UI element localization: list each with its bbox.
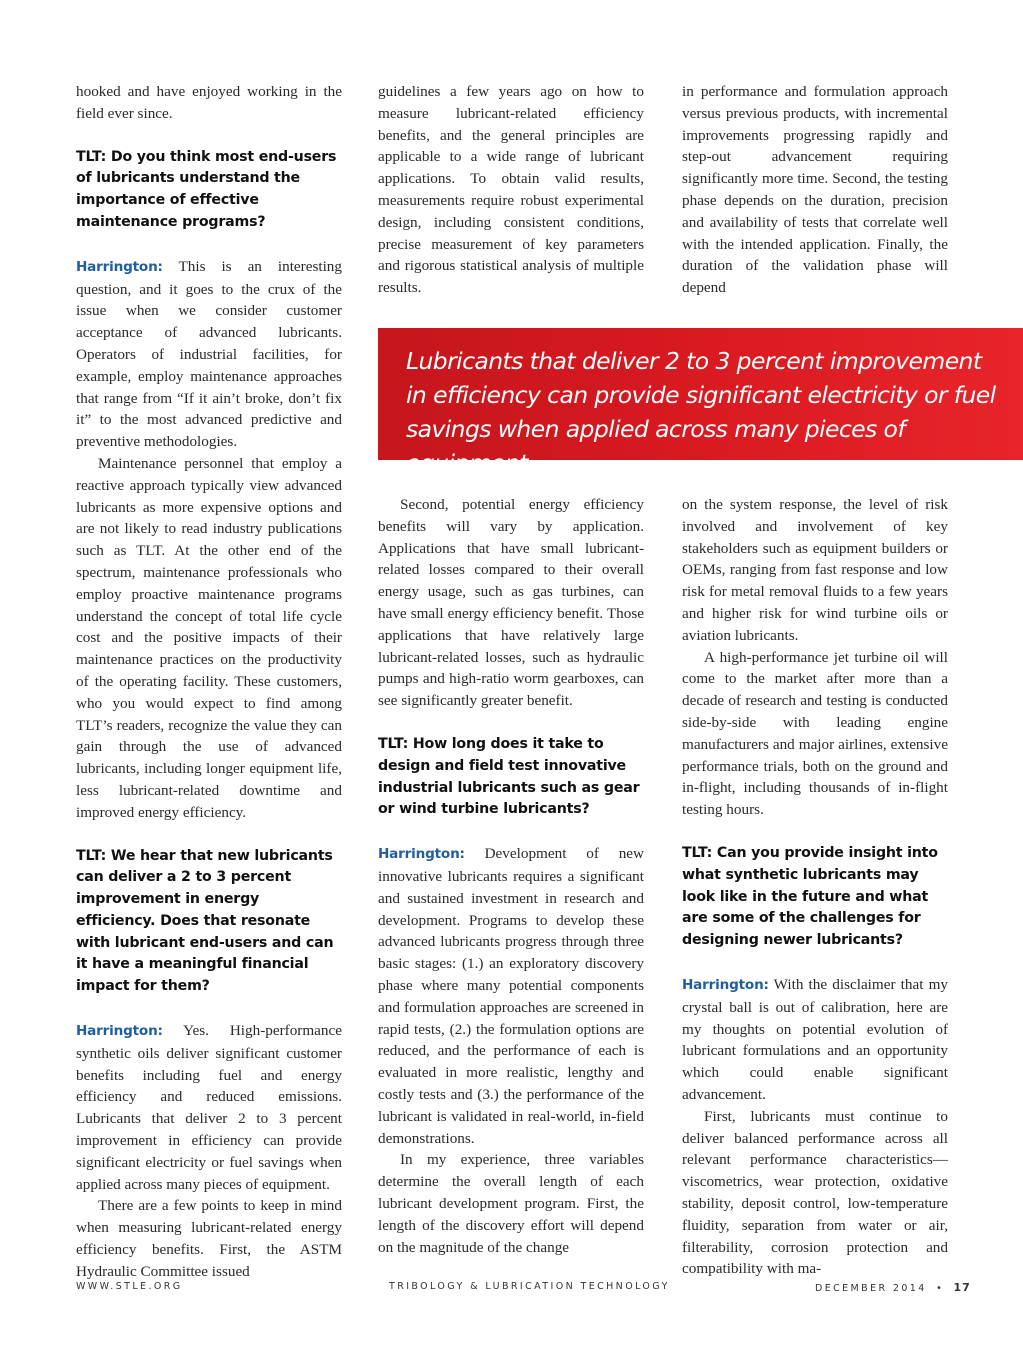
footer-date-page [815, 1281, 971, 1301]
body-paragraph: There are a few points to keep in mind when measuring lubricant-related energy efficiency benefits. First, the ASTM Hydraulic Committee issued [76, 1197, 342, 1280]
body-paragraph: in performance and formulation approach versus previous products, with incremental improvements progressing rapidly and step-out advancement requiring significantly more time. Second, the testing phase depends on the duration, precision and availability of tests that correlate well with the intended application. Finally, the duration of the validation phase will depend [682, 83, 948, 297]
column-2-bottom [378, 494, 644, 1258]
body-paragraph: First, lubricants must continue to deliver balanced performance across all relevant performance characteristics—viscometrics, wear protection, oxidative stability, deposit control, low-temperature fluidity, separation from water or air, filterability, corrosion protection and compatibility with ma- [682, 1107, 948, 1278]
column-3-top [682, 81, 948, 299]
answer-paragraph [76, 1020, 342, 1195]
body-paragraph: guidelines a few years ago on how to measure lubricant-related efficiency benefits, and the general principles are applicable to a wide range of lubricant applications. To obtain valid results, measurements require robust experimental design, including consistent conditions, precise measurement of key parameters and rigorous statistical analysis of multiple results. [378, 83, 644, 297]
answer-text: With the disclaimer that my crystal ball is out of calibration, here are my thoughts on potential evolution of lubricant formulations and an opportunity which could enable significant advancement. [682, 975, 948, 1103]
column-2-top [378, 81, 644, 299]
answer-text: Yes. High-performance synthetic oils deliver significant customer benefits including fuel and energy efficiency and reduced emissions. Lubricants that deliver 2 to 3 percent improvement in efficiency can provide significant electricity or fuel savings when applied across many pieces of equipment. [76, 1022, 342, 1193]
page-number: 17 [953, 1281, 971, 1294]
question-heading: TLT: Can you provide insight into what synthetic lubricants may look like in the future and what are some of the challenges for designing newer lubricants? [682, 844, 938, 949]
answer-text: This is an interesting question, and it goes to the crux of the issue when we consider customer acceptance of advanced lubricants. Operators of industrial facilities, for example, employ maintenance approaches that range from “If it ain’t broke, don’t fix it” to the most advanced predictive and preventive methodologies. [76, 257, 342, 451]
footer-separator: • [936, 1283, 945, 1294]
pull-quote-text: Lubricants that deliver 2 to 3 percent improvement in efficiency can provide significant electricity or fuel savings when applied across many pieces of equipment. [406, 347, 996, 477]
pull-quote-box [378, 328, 1023, 477]
body-paragraph: Second, potential energy efficiency benefits will vary by application. Applications that have small lubricant-related losses compared to their overall energy usage, such as gas turbines, can have small energy efficiency benefit. Those applications that have relatively large lubricant-related losses, such as hydraulic pumps and high-ratio worm gearboxes, can see significantly greater benefit. [378, 496, 644, 710]
footer-website: WWW.STLE.ORG [76, 1281, 183, 1292]
question-heading: TLT: How long does it take to design and field test innovative industrial lubricants such as gear or wind turbine lubricants? [378, 735, 640, 818]
column-3-bottom [682, 494, 948, 1280]
body-paragraph: In my experience, three variables determine the overall length of each lubricant development program. First, the length of the discovery effort will depend on the magnitude of the change [378, 1151, 644, 1256]
question-heading: TLT: We hear that new lubricants can deliver a 2 to 3 percent improvement in energy efficiency. Does that resonate with lubricant end-users and can it have a meaningful financial impact for them? [76, 847, 334, 995]
footer-date: DECEMBER 2014 [815, 1283, 927, 1294]
body-paragraph: Maintenance personnel that employ a reactive approach typically view advanced lubricants as more expensive options and are not likely to read industry publications such as TLT. At the other end of the spectrum, maintenance professionals who employ proactive maintenance programs understand the concept of total life cycle cost and the positive impacts of their maintenance practices on the productivity of the operating facility. These customers, who you would expect to find among TLT’s readers, recognize the value they can gain through the use of advanced lubricants, including longer equipment life, less lubricant-related downtime and improved energy efficiency. [76, 454, 342, 821]
speaker-label: Harrington: [76, 1023, 163, 1040]
body-paragraph: on the system response, the level of risk involved and involvement of key stakeholders such as equipment builders or OEMs, ranging from fast response and low risk for metal removal fluids to a few years and higher risk for wind turbine oils or aviation lubricants. [682, 496, 948, 644]
speaker-label: Harrington: [682, 976, 769, 993]
question-heading: TLT: Do you think most end-users of lubricants understand the importance of effective maintenance programs? [76, 148, 337, 230]
footer-publication: TRIBOLOGY & LUBRICATION TECHNOLOGY [389, 1281, 670, 1292]
speaker-label: Harrington: [378, 846, 465, 863]
answer-paragraph [76, 256, 342, 453]
body-paragraph: A high-performance jet turbine oil will come to the market after more than a decade of research and testing is conducted side-by-side with leading engine manufacturers and major airlines, extensive performance trials, both on the ground and in-flight, including thousands of in-flight testing hours. [682, 648, 948, 819]
answer-text: Development of new innovative lubricants requires a significant and sustained investment in research and development. Programs to develop these advanced lubricants progress through three basic stages: (1.) an exploratory discovery phase where many potential components and formulation approaches are screened in rapid tests, (2.) the formulation options are reduced, and the performance of each is evaluated in more realistic, lengthy and costly tests and (3.) the performance of the lubricant is validated in real-world, in-field demonstrations. [378, 845, 644, 1147]
body-paragraph: hooked and have enjoyed working in the field ever since. [76, 83, 342, 122]
answer-paragraph [682, 974, 948, 1106]
speaker-label: Harrington: [76, 258, 163, 275]
column-1 [76, 81, 342, 1283]
answer-paragraph [378, 843, 644, 1149]
